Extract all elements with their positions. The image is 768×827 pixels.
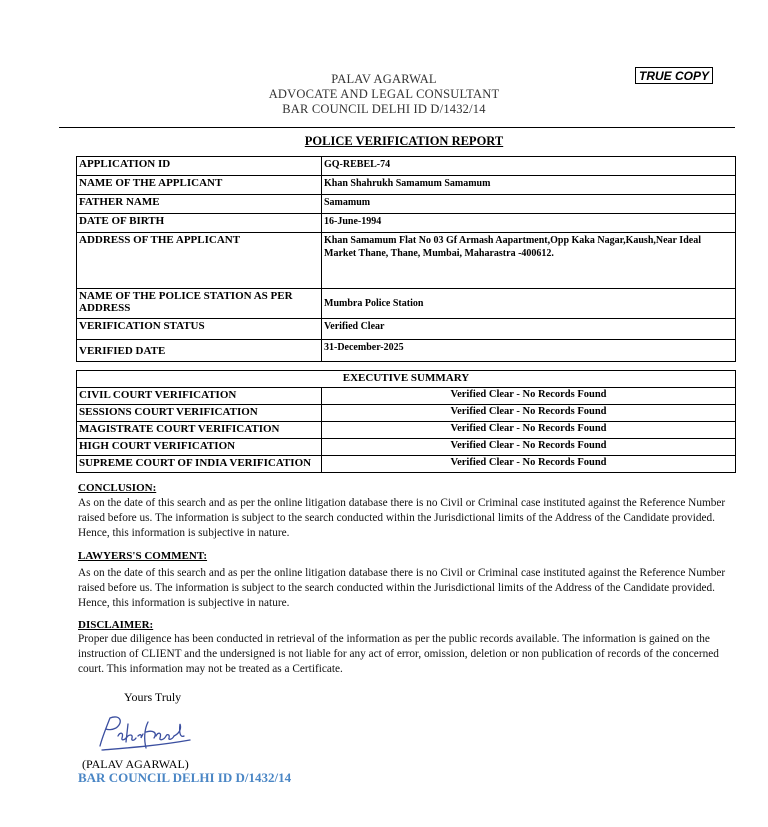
court-status: Verified Clear - No Records Found: [322, 388, 736, 405]
table-row: [77, 157, 736, 176]
conclusion-heading: CONCLUSION:: [78, 482, 157, 494]
footer-bar-id: BAR COUNCIL DELHI ID D/1432/14: [78, 770, 292, 785]
row-label: NAME OF THE POLICE STATION AS PER ADDRESS: [77, 289, 322, 319]
court-status: Verified Clear - No Records Found: [322, 422, 736, 439]
court-status: Verified Clear - No Records Found: [322, 456, 736, 473]
table-row: [77, 176, 736, 195]
row-label: NAME OF THE APPLICANT: [77, 176, 322, 195]
row-value: GQ-REBEL-74: [322, 157, 736, 176]
row-label: APPLICATION ID: [77, 157, 322, 176]
signature-icon: [96, 710, 196, 759]
court-label: CIVIL COURT VERIFICATION: [77, 388, 322, 405]
row-value: Khan Shahrukh Samamum Samamum: [322, 176, 736, 195]
court-label: SESSIONS COURT VERIFICATION: [77, 405, 322, 422]
table-header-row: [77, 371, 736, 388]
disclaimer-heading: DISCLAIMER:: [78, 619, 154, 631]
table-row: [77, 340, 736, 362]
table-row: [77, 388, 736, 405]
row-label: ADDRESS OF THE APPLICANT: [77, 233, 322, 289]
summary-heading: EXECUTIVE SUMMARY: [77, 371, 736, 388]
advocate-role: ADVOCATE AND LEGAL CONSULTANT: [268, 87, 500, 101]
row-value: Khan Samamum Flat No 03 Gf Armash Aapartment,Opp Kaka Nagar,Kaush,Near Ideal Market Thane, Thane, Mumbai, Maharastra -400612.: [322, 233, 736, 289]
report-title: POLICE VERIFICATION REPORT: [304, 134, 504, 148]
row-label: FATHER NAME: [77, 195, 322, 214]
row-value: Samamum: [322, 195, 736, 214]
row-value: 31-December-2025: [322, 340, 736, 362]
table-row: [77, 233, 736, 289]
table-row: [77, 319, 736, 340]
advocate-bar-id: BAR COUNCIL DELHI ID D/1432/14: [282, 102, 486, 116]
table-row: [77, 195, 736, 214]
table-row: [77, 456, 736, 473]
closing-salutation: Yours Truly: [124, 690, 182, 704]
advocate-name: PALAV AGARWAL: [331, 72, 437, 86]
row-value: 16-June-1994: [322, 214, 736, 233]
applicant-details-table: [76, 156, 736, 362]
table-row: [77, 214, 736, 233]
court-status: Verified Clear - No Records Found: [322, 439, 736, 456]
row-label: DATE OF BIRTH: [77, 214, 322, 233]
executive-summary-table: [76, 370, 736, 473]
court-label: HIGH COURT VERIFICATION: [77, 439, 322, 456]
court-status: Verified Clear - No Records Found: [322, 405, 736, 422]
row-label: VERIFIED DATE: [77, 340, 322, 362]
row-label: VERIFICATION STATUS: [77, 319, 322, 340]
table-row: [77, 405, 736, 422]
signer-name: (PALAV AGARWAL): [82, 757, 189, 771]
header-divider: [59, 127, 735, 128]
lawyers-comment-heading: LAWYERS'S COMMENT:: [78, 550, 208, 562]
disclaimer-text: Proper due diligence has been conducted in retrieval of the information as per the public records available. The information is gained on the instruction of CLIENT and the undersigned is not liable for any act of error, omission, deletion or non publication of records of the concerned court. This information may not be treated as a Certificate.: [78, 633, 719, 675]
court-label: SUPREME COURT OF INDIA VERIFICATION: [77, 456, 322, 473]
court-label: MAGISTRATE COURT VERIFICATION: [77, 422, 322, 439]
table-row: [77, 422, 736, 439]
row-value: Verified Clear: [322, 319, 736, 340]
lawyers-comment-text: As on the date of this search and as per the online litigation database there is no Civil or Criminal case instituted against the Reference Number raised before us. The information is subject to the search conducted within the Jurisdictional limits of the Address of the Candidate provided. Hence, this information is subjective in nature.: [78, 567, 726, 609]
table-row: [77, 289, 736, 319]
true-copy-stamp: TRUE COPY: [635, 67, 713, 84]
table-row: [77, 439, 736, 456]
row-value: Mumbra Police Station: [322, 289, 736, 319]
conclusion-text: As on the date of this search and as per the online litigation database there is no Civil or Criminal case instituted against the Reference Number raised before us. The information is subject to the search conducted within the Jurisdictional limits of the Address of the Candidate provided. Hence, this information is subjective in nature.: [78, 497, 726, 539]
